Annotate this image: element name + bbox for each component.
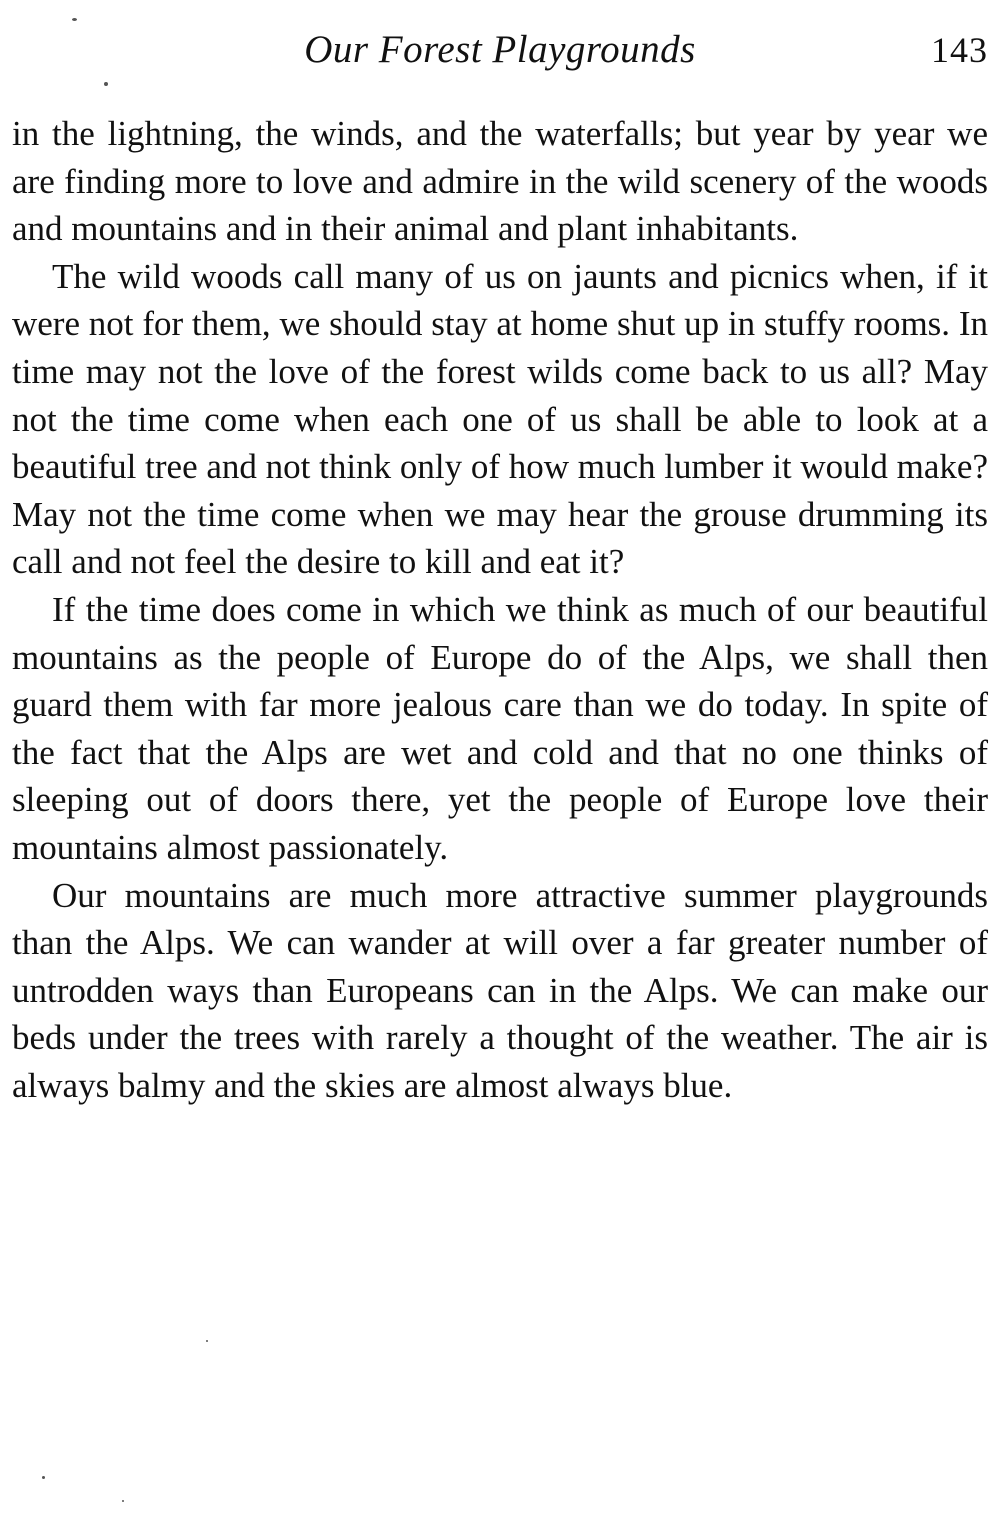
running-head [12, 22, 988, 78]
paragraph-our-mountains: Our mountains are much more attractive summer playgrounds than the Alps. We can wander at will over a far greater number of untrodden ways than Europeans can in the Alps. We can make our beds under the trees with rarely a thought of the weather. The air is always balmy and the skies are almost always blue. [12, 875, 988, 1105]
scan-speck [206, 1340, 208, 1342]
scan-speck [42, 1476, 45, 1479]
paragraph-continued: in the lightning, the winds, and the waterfalls; but year by year we are finding more to love and admire in the wild scenery of the woods and mountains and in their animal and plant inhabitants. [12, 114, 988, 249]
body-text [12, 110, 988, 1109]
running-title: Our Forest Playgrounds [304, 28, 696, 71]
paragraph-alps-comparison: If the time does come in which we think as much of our beautiful mountains as the people of Europe do of the Alps, we shall then guard them with far more jealous care than we do today. In spite of the fact that the Alps are wet and cold and that no one thinks of sleeping out of doors there, yet the people of Europe love their mountains almost passionately. [12, 589, 988, 867]
page-number: 143 [931, 30, 988, 70]
paragraph-wild-woods: The wild woods call many of us on jaunts and picnics when, if it were not for them, we should stay at home shut up in stuffy rooms. In time may not the love of the forest wilds come back to us all? May not the time come when each one of us shall be able to look at a beautiful tree and not think only of how much lumber it would make? May not the time come when we may hear the grouse drumming its call and not feel the desire to kill and eat it? [12, 256, 988, 582]
scan-speck [104, 82, 108, 86]
scan-speck [122, 1500, 124, 1502]
scan-speck [72, 18, 77, 21]
